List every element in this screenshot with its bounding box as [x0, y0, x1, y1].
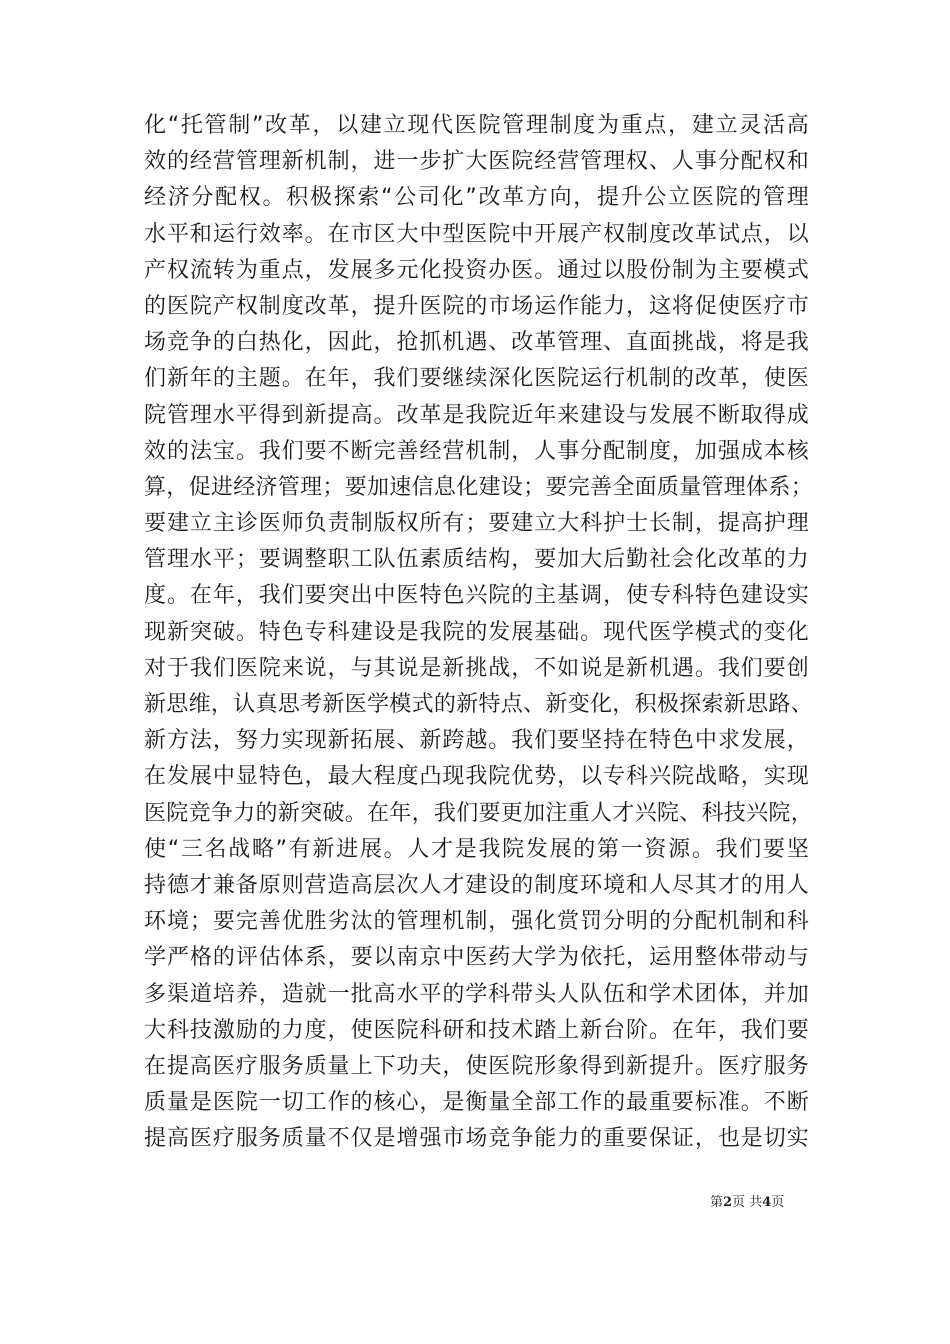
- text-line: 持德才兼备原则营造高层次人才建设的制度环境和人尽其才的用人: [144, 872, 809, 898]
- text-line: 现新突破。特色专科建设是我院的发展基础。现代医学模式的变化: [144, 619, 809, 645]
- total-pages-number: 4: [762, 1195, 772, 1210]
- text-line: 新方法，努力实现新拓展、新跨越。我们要坚持在特色中求发展，: [144, 728, 809, 754]
- footer-suffix: 页: [771, 1195, 785, 1210]
- body-text: [144, 108, 814, 1157]
- text-line: 学严格的评估体系，要以南京中医药大学为依托，运用整体带动与: [144, 945, 809, 971]
- text-line: 水平和运行效率。在市区大中型医院中开展产权制度改革试点，以: [144, 221, 809, 247]
- text-line: 产权流转为重点，发展多元化投资办医。通过以股份制为主要模式: [144, 257, 809, 283]
- text-line: 算，促进经济管理；要加速信息化建设；要完善全面质量管理体系；: [144, 474, 814, 500]
- text-line: 质量是医院一切工作的核心，是衡量全部工作的最重要标准。不断: [144, 1090, 809, 1116]
- text-line: 院管理水平得到新提高。改革是我院近年来建设与发展不断取得成: [144, 402, 809, 428]
- text-line: 大科技激励的力度，使医院科研和技术踏上新台阶。在年，我们要: [144, 1017, 809, 1043]
- text-line: 效的经营管理新机制，进一步扩大医院经营管理权、人事分配权和: [144, 149, 809, 175]
- footer-middle: 页 共: [732, 1195, 763, 1210]
- text-line: 场竞争的白热化，因此，抢抓机遇、改革管理、直面挑战，将是我: [144, 330, 809, 356]
- text-line: 使“三名战略”有新进展。人才是我院发展的第一资源。我们要坚: [144, 836, 809, 862]
- text-line: 经济分配权。积极探索“公司化”改革方向，提升公立医院的管理: [144, 185, 809, 211]
- text-line: 在提高医疗服务质量上下功夫，使医院形象得到新提升。医疗服务: [144, 1053, 809, 1079]
- text-line: 化“托管制”改革，以建立现代医院管理制度为重点，建立灵活高: [144, 113, 809, 138]
- text-line: 新思维，认真思考新医学模式的新特点、新变化，积极探索新思路、: [144, 692, 814, 717]
- text-line: 管理水平；要调整职工队伍素质结构，要加大后勤社会化改革的力: [144, 547, 809, 573]
- text-line: 在发展中显特色，最大程度凸现我院优势，以专科兴院战略，实现: [144, 764, 809, 790]
- current-page-number: 2: [723, 1195, 733, 1210]
- text-line: 要建立主诊医师负责制版权所有；要建立大科护士长制，提高护理: [144, 511, 809, 537]
- page-footer: [710, 1195, 784, 1211]
- text-line: 度。在年，我们要突出中医特色兴院的主基调，使专科特色建设实: [144, 583, 809, 609]
- text-line: 对于我们医院来说，与其说是新挑战，不如说是新机遇。我们要创: [144, 655, 809, 681]
- text-line: 环境；要完善优胜劣汰的管理机制，强化赏罚分明的分配机制和科: [144, 909, 809, 935]
- text-line: 的医院产权制度改革，提升医院的市场运作能力，这将促使医疗市: [144, 293, 809, 319]
- text-line: 多渠道培养，造就一批高水平的学科带头人队伍和学术团体，并加: [144, 981, 809, 1007]
- text-line: 医院竞争力的新突破。在年，我们要更加注重人才兴院、科技兴院，: [144, 800, 814, 826]
- text-line: 们新年的主题。在年，我们要继续深化医院运行机制的改革，使医: [144, 366, 809, 392]
- text-line: 提高医疗服务质量不仅是增强市场竞争能力的重要保证，也是切实: [144, 1126, 809, 1152]
- footer-prefix: 第: [710, 1195, 724, 1210]
- text-line: 效的法宝。我们要不断完善经营机制，人事分配制度，加强成本核: [144, 438, 809, 464]
